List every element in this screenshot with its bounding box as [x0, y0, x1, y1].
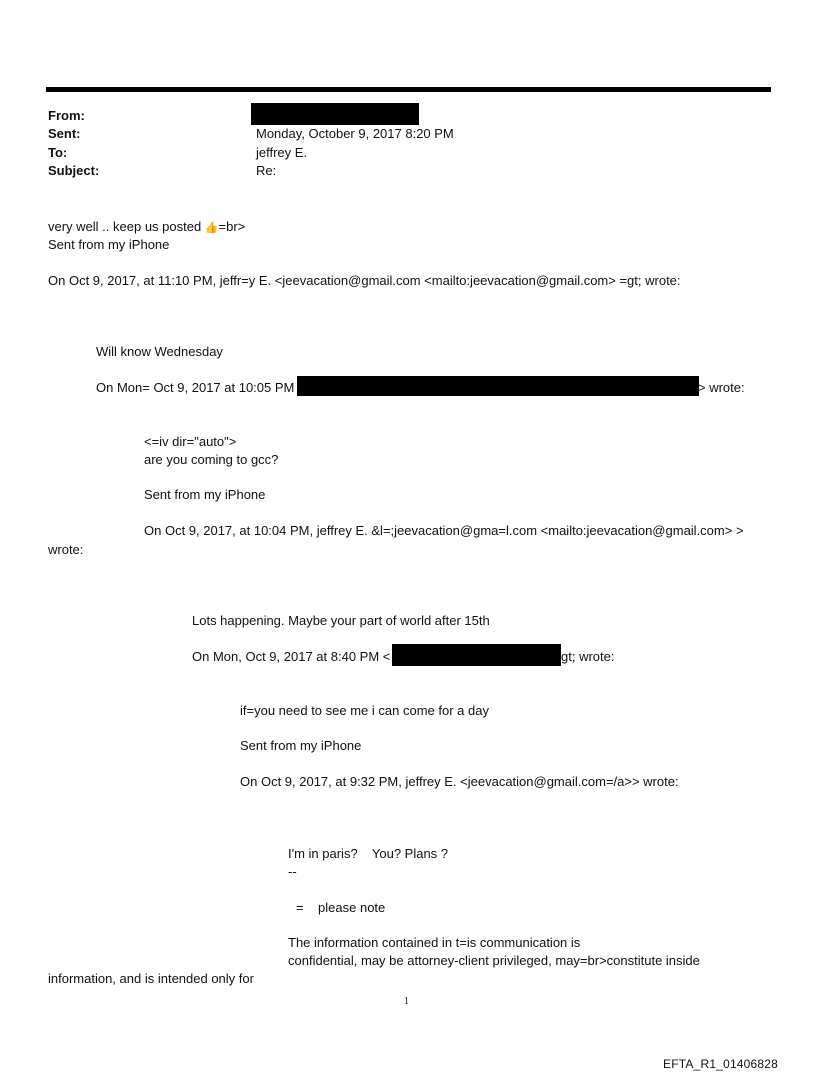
subject-value: Re:	[256, 163, 277, 178]
redaction-sender	[297, 376, 699, 396]
disclaimer-line: confidential, may be attorney-client privileged, may=br>constitute inside	[288, 953, 700, 968]
signature-line: Sent from my iPhone	[240, 738, 362, 753]
signature-line: Sent from my iPhone	[48, 237, 170, 252]
message-text: very well .. keep us posted	[48, 219, 202, 234]
message-text-tail: =br>	[218, 219, 246, 234]
document-id: EFTA_R1_01406828	[663, 1057, 779, 1071]
quote-header: On Oct 9, 2017, at 11:10 PM, jeffr=y E. <jeevacation@gmail.com <mailto:jeevacation@gmail.com> =gt; wrote:	[48, 273, 681, 288]
subject-label: Subject:	[48, 163, 100, 178]
message-line: are you coming to gcc?	[144, 452, 279, 467]
message-line: if=you need to see me i can come for a day	[240, 703, 489, 718]
quote-header: On Oct 9, 2017, at 9:32 PM, jeffrey E. <jeevacation@gmail.com=/a>> wrote:	[240, 774, 679, 789]
quote-header-start: On Mon= Oct 9, 2017 at 10:05 PM	[96, 380, 295, 395]
redaction-sender	[392, 644, 561, 666]
disclaimer-line: information, and is intended only for	[48, 971, 254, 986]
page-number: 1	[404, 996, 409, 1007]
quote-header: On Oct 9, 2017, at 10:04 PM, jeffrey E. &l=;jeevacation@gma=l.com <mailto:jeevacation@gmail.com> >	[144, 523, 744, 538]
sent-value: Monday, October 9, 2017 8:20 PM	[256, 126, 454, 141]
sent-label: Sent:	[48, 126, 81, 141]
to-label: To:	[48, 145, 68, 160]
message-line	[48, 219, 245, 236]
message-line: Lots happening. Maybe your part of world after 15th	[192, 613, 490, 628]
signature-line: Sent from my iPhone	[144, 487, 266, 502]
redaction-from	[251, 103, 419, 125]
signature-separator: --	[288, 864, 297, 879]
header-rule	[46, 87, 771, 92]
to-value: jeffrey E.	[256, 145, 308, 160]
disclaimer-line: The information contained in t=is communication is	[288, 935, 581, 950]
quote-header-end: gt; wrote:	[561, 649, 615, 664]
quote-header-wrap: wrote:	[48, 542, 84, 557]
thumbs-up-icon: 👍	[204, 222, 219, 234]
quote-header-end: > wrote:	[698, 380, 745, 395]
from-label: From:	[48, 108, 85, 123]
message-line: I'm in paris? You? Plans ?	[288, 846, 449, 861]
message-line: Will know Wednesday	[96, 344, 223, 359]
note-line: = please note	[296, 900, 386, 915]
message-line: <=iv dir="auto">	[144, 434, 237, 449]
quote-header-start: On Mon, Oct 9, 2017 at 8:40 PM <	[192, 649, 391, 664]
